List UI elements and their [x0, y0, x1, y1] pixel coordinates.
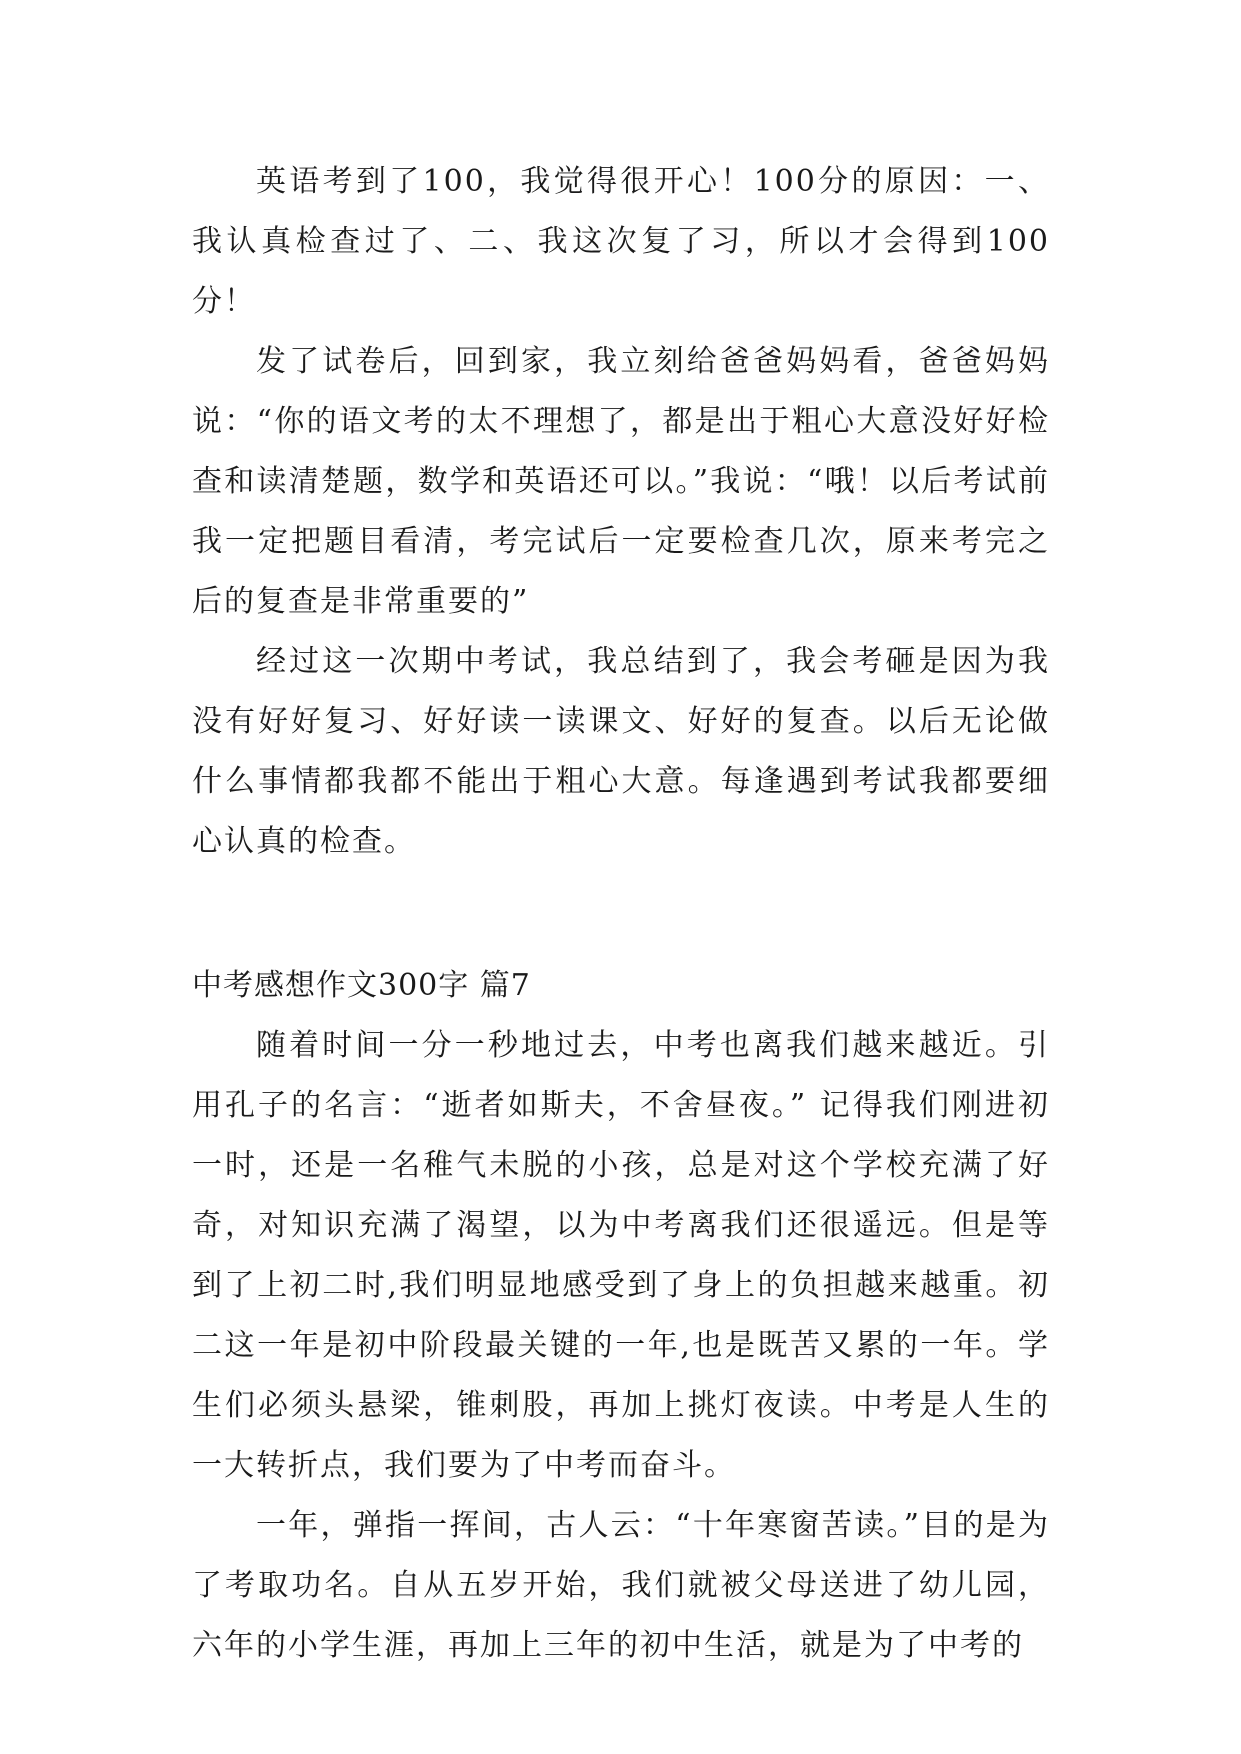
- paragraph-time-passing: 随着时间一分一秒地过去，中考也离我们越来越近。引用孔子的名言：“逝者如斯夫，不舍昼夜。” 记得我们刚进初一时，还是一名稚气未脱的小孩，总是对这个学校充满了好奇，对知识充满了渴望，以为中考离我们还很遥远。但是等到了上初二时,我们明显地感受到了身上的负担越来越重。初二这一年是初中阶段最关键的一年,也是既苦又累的一年。学生们必须头悬梁，锥刺股，再加上挑灯夜读。中考是人生的一大转折点，我们要为了中考而奋斗。: [192, 1028, 1050, 1483]
- section-heading: 中考感想作文300字 篇7: [192, 968, 531, 1003]
- paragraph-summary: 经过这一次期中考试，我总结到了，我会考砸是因为我没有好好复习、好好读一读课文、好好的复查。以后无论做什么事情都我都不能出于粗心大意。每逢遇到考试我都要细心认真的检查。: [192, 644, 1050, 859]
- paragraph-parents-talk: 发了试卷后，回到家，我立刻给爸爸妈妈看，爸爸妈妈说：“你的语文考的太不理想了，都是出于粗心大意没好好检查和读清楚题，数学和英语还可以。”我说：“哦！以后考试前我一定把题目看清，考完试后一定要检查几次，原来考完之后的复查是非常重要的”: [192, 344, 1050, 619]
- document-page: [192, 152, 1050, 1676]
- paragraph-english-score: 英语考到了100，我觉得很开心！100分的原因：一、我认真检查过了、二、我这次复了习，所以才会得到100分！: [192, 164, 1050, 319]
- paragraph-ten-years: 一年，弹指一挥间，古人云：“十年寒窗苦读。”目的是为了考取功名。自从五岁开始，我们就被父母送进了幼儿园，六年的小学生涯，再加上三年的初中生活，就是为了中考的: [192, 1508, 1050, 1663]
